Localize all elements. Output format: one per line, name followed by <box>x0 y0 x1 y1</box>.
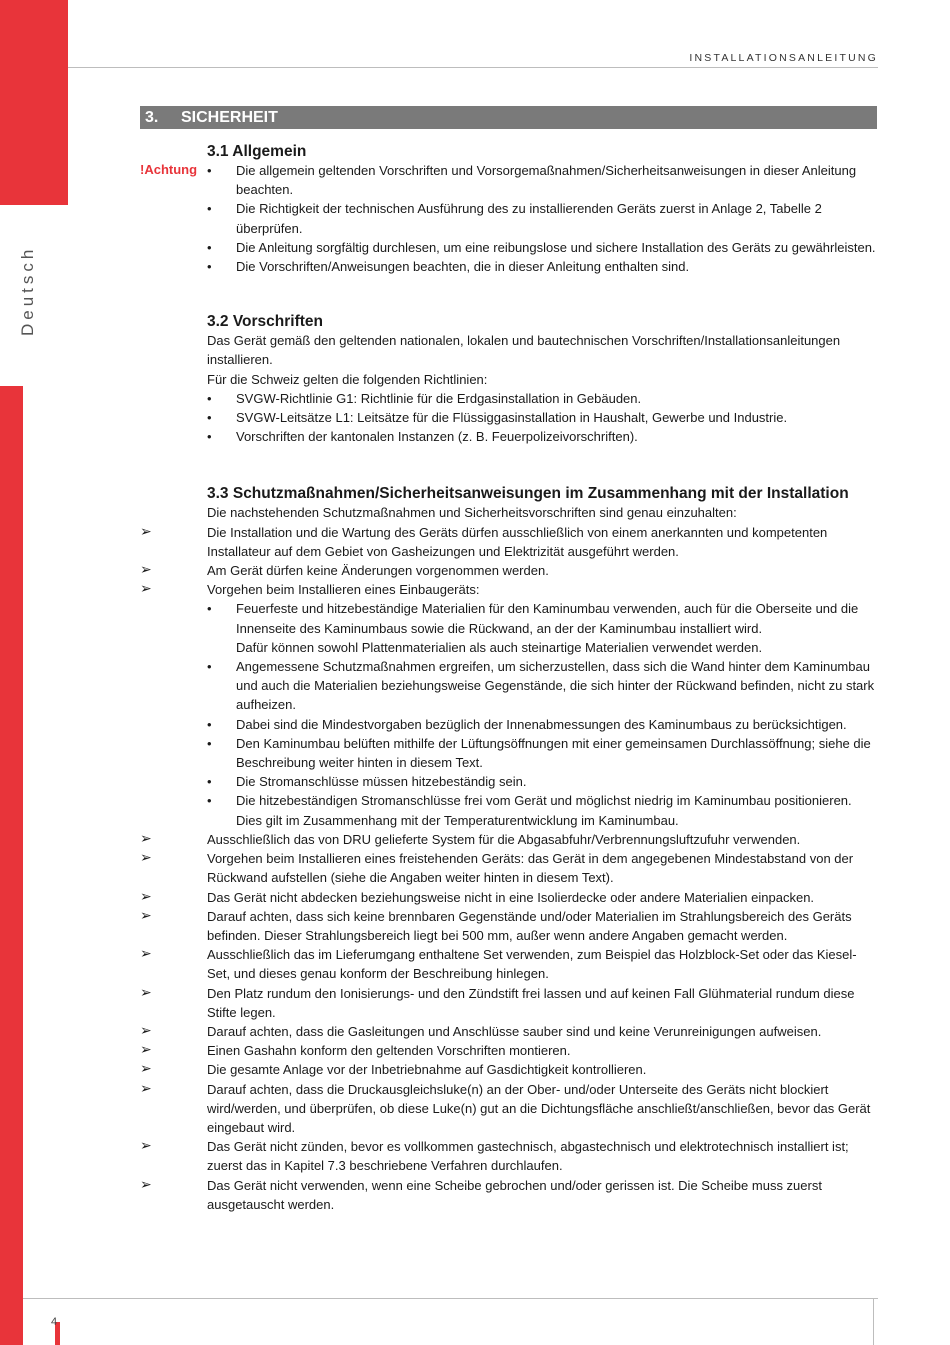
section-number: 3. <box>145 109 159 126</box>
list-item: • Die Vorschriften/Anweisungen beachten, die in dieser Anleitung enthalten sind. <box>207 257 879 276</box>
list-item: ➢ Vorgehen beim Installieren eines Einbaugeräts: <box>140 580 480 598</box>
arrow-bullet-icon: ➢ <box>140 580 152 597</box>
footer-divider <box>873 1298 874 1345</box>
paragraph: Dafür können sowohl Plattenmaterialien als auch steinartige Materialien verwendet werden. <box>236 639 763 655</box>
list-item: ➢ Die gesamte Anlage vor der Inbetriebnahme auf Gasdichtigkeit kontrollieren. <box>140 1060 647 1078</box>
arrow-bullet-icon: ➢ <box>140 849 152 866</box>
arrow-bullet-icon: ➢ <box>140 1060 152 1077</box>
list-item: ➢ Vorgehen beim Installieren eines freistehenden Geräts: das Gerät in dem angegebenen Mindestabstand von der Rückwand aufstellen (siehe die Angaben weiter hinten in diesem Text). <box>140 849 854 886</box>
arrow-bullet-icon: ➢ <box>140 983 152 1000</box>
section-title: SICHERHEIT <box>181 109 278 126</box>
list-item: • Feuerfeste und hitzebeständige Materialien für den Kaminumbau verwenden, auch für die Oberseite und die Innenseite des Kaminumbaus sowie die Rückwand, an der der Kaminumbau installiert wird. <box>207 599 879 637</box>
arrow-bullet-icon: ➢ <box>140 829 152 846</box>
list-item: • Angemessene Schutzmaßnahmen ergreifen, um sicherzustellen, dass sich die Wand hinter dem Kaminumbau und auch die Materialien beziehungsweise Gegenstände, die sich hinter der Rückwand befinden, nicht zu stark aufheizen. <box>207 657 879 715</box>
page-number: 4 <box>51 1316 58 1328</box>
language-label: Deutsch <box>18 245 37 336</box>
list-item: ➢ Ausschließlich das im Lieferumgang enthaltene Set verwenden, zum Beispiel das Holzblock-Set oder das Kiesel-Set, und dieses genau konform der Beschreibung hinlegen. <box>140 945 857 982</box>
list-item: ➢ Das Gerät nicht zünden, bevor es vollkommen gastechnisch, abgastechnisch und elektrotechnisch installiert ist; zuerst das in Kapitel 7.3 beschriebene Verfahren durchlaufen. <box>140 1137 849 1174</box>
red-side-band-bottom <box>0 386 23 1345</box>
arrow-bullet-icon: ➢ <box>140 1137 152 1154</box>
list-item: • Die Anleitung sorgfältig durchlesen, um eine reibungslose und sichere Installation des Geräts zu gewährleisten. <box>207 238 879 257</box>
paragraph: Für die Schweiz gelten die folgenden Richtlinien: <box>207 371 488 387</box>
red-side-band-top <box>0 0 68 205</box>
list-item: ➢ Das Gerät nicht verwenden, wenn eine Scheibe gebrochen und/oder gerissen ist. Die Scheibe muss zuerst ausgetauscht werden. <box>140 1175 822 1212</box>
list-item: • Die allgemein geltenden Vorschriften und Vorsorgemaßnahmen/Sicherheitsanweisungen in dieser Anleitung beachten. <box>207 161 879 199</box>
list-item: • Die hitzebeständigen Stromanschlüsse frei vom Gerät und möglichst niedrig im Kaminumbau positionieren. <box>207 791 879 810</box>
paragraph: Dies gilt im Zusammenhang mit der Temperaturentwicklung im Kaminumbau. <box>236 812 679 828</box>
warning-label: !Achtung <box>140 162 198 177</box>
header-rule <box>68 67 878 68</box>
arrow-bullet-icon: ➢ <box>140 906 152 923</box>
arrow-bullet-icon: ➢ <box>140 1021 152 1038</box>
list-item: • Die Stromanschlüsse müssen hitzebeständig sein. <box>207 772 879 791</box>
list-item: • SVGW-Richtlinie G1: Richtlinie für die Erdgasinstallation in Gebäuden. <box>207 389 879 408</box>
header-title: INSTALLATIONSANLEITUNG <box>689 52 878 64</box>
section-heading <box>140 106 877 129</box>
paragraph: Die nachstehenden Schutzmaßnahmen und Sicherheitsvorschriften sind genau einzuhalten: <box>207 505 737 521</box>
arrow-bullet-icon: ➢ <box>140 1175 152 1192</box>
arrow-bullet-icon: ➢ <box>140 945 152 962</box>
list-item: • Vorschriften der kantonalen Instanzen (z. B. Feuerpolizeivorschriften). <box>207 427 879 446</box>
arrow-bullet-icon: ➢ <box>140 522 152 539</box>
list-item: • SVGW-Leitsätze L1: Leitsätze für die Flüssiggasinstallation in Haushalt, Gewerbe und Industrie. <box>207 408 879 427</box>
footer-rule <box>23 1298 878 1299</box>
arrow-bullet-icon: ➢ <box>140 561 152 578</box>
heading-vorschriften: 3.2 Vorschriften <box>207 313 324 331</box>
paragraph: Das Gerät gemäß den geltenden nationalen, lokalen und bautechnischen Vorschriften/Installationsanleitungen installieren. <box>207 333 841 368</box>
list-item: ➢ Am Gerät dürfen keine Änderungen vorgenommen werden. <box>140 561 549 579</box>
heading-allgemein: 3.1 Allgemein <box>207 143 307 160</box>
arrow-bullet-icon: ➢ <box>140 1041 152 1058</box>
list-item: • Dabei sind die Mindestvorgaben bezüglich der Innenabmessungen des Kaminumbaus zu berücksichtigen. <box>207 715 879 734</box>
arrow-bullet-icon: ➢ <box>140 887 152 904</box>
heading-schutzmassnahmen: 3.3 Schutzmaßnahmen/Sicherheitsanweisungen im Zusammenhang mit der Installation <box>207 485 849 503</box>
list-item: ➢ Ausschließlich das von DRU gelieferte System für die Abgasabfuhr/Verbrennungsluftzufuhr verwenden. <box>140 829 801 847</box>
list-item: ➢ Darauf achten, dass sich keine brennbaren Gegenstände und/oder Materialien im Strahlungsbereich des Geräts befinden. Dieser Strahlungsbereich liegt bei 500 mm, außer wenn andere Angaben gemacht werden. <box>140 906 852 943</box>
list-item: ➢ Die Installation und die Wartung des Geräts dürfen ausschließlich von einem anerkannten und kompetenten Installateur auf dem Gebiet von Gasheizungen und Elektrizität ausgeführt werden. <box>140 522 828 559</box>
arrow-bullet-icon: ➢ <box>140 1079 152 1096</box>
list-item: ➢ Darauf achten, dass die Gasleitungen und Anschlüsse sauber sind und keine Verunreinigungen aufweisen. <box>140 1021 822 1039</box>
list-item: ➢ Einen Gashahn konform den geltenden Vorschriften montieren. <box>140 1041 571 1059</box>
list-item: • Den Kaminumbau belüften mithilfe der Lüftungsöffnungen mit einer gemeinsamen Durchlassöffnung; siehe die Beschreibung weiter hinten in diesem Text. <box>207 734 879 772</box>
list-item: • Die Richtigkeit der technischen Ausführung des zu installierenden Geräts zuerst in Anlage 2, Tabelle 2 überprüfen. <box>207 199 879 237</box>
list-item: ➢ Den Platz rundum den Ionisierungs- und den Zündstift frei lassen und auf keinen Fall Glühmaterial rundum diese Stifte legen. <box>140 983 855 1020</box>
list-item: ➢ Das Gerät nicht abdecken beziehungsweise nicht in eine Isolierdecke oder andere Materialien einpacken. <box>140 887 815 905</box>
list-item: ➢ Darauf achten, dass die Druckausgleichsluke(n) an der Ober- und/oder Unterseite des Geräts nicht blockiert wird/werden, und überprüfen, ob diese Luke(n) gut an die Dichtungsfläche anschließt/anschließen, bevor das Gerät eingebaut wird. <box>140 1079 871 1135</box>
